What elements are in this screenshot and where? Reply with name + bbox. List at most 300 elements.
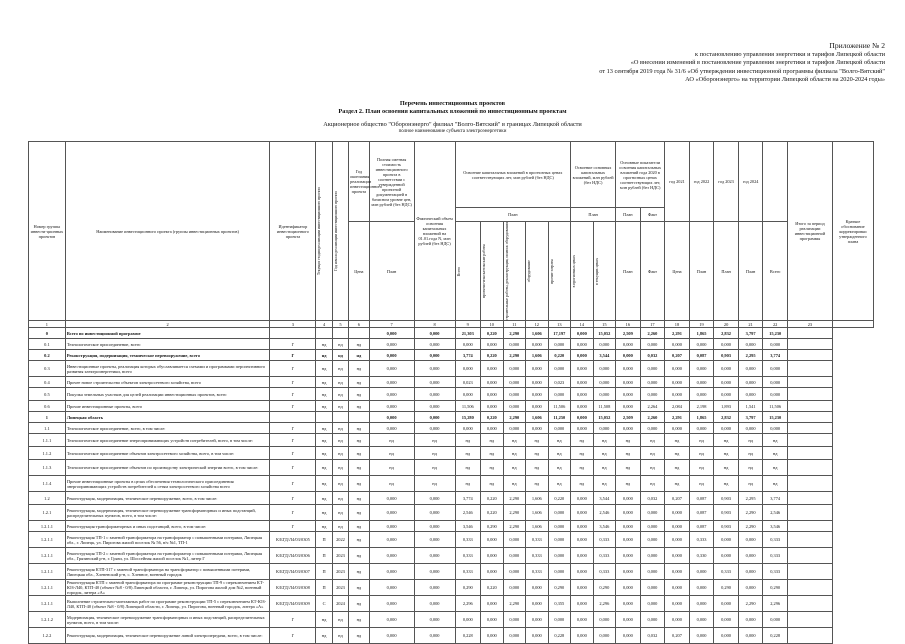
row-value: 0,000 bbox=[526, 339, 549, 350]
subhead-plan-e: План bbox=[616, 222, 641, 321]
row-value: 2,296 bbox=[455, 596, 481, 612]
row-value: нд bbox=[455, 476, 481, 492]
row-estimated-cost: 0,000 bbox=[369, 377, 414, 388]
row-value: 0,220 bbox=[481, 412, 504, 423]
row-value: 0,333 bbox=[763, 548, 788, 564]
row-value: нд bbox=[414, 460, 455, 476]
row-value: 3,544 bbox=[593, 492, 616, 505]
row-value: 0,000 bbox=[616, 628, 641, 644]
row-value: нд bbox=[571, 447, 594, 460]
row-name: Прочее новое строительство объектов электросетевого хозяйства, всего bbox=[65, 377, 270, 388]
row-value: 0,000 bbox=[593, 339, 616, 350]
row-value: нд bbox=[640, 476, 665, 492]
row-value: 0,000 bbox=[571, 612, 594, 628]
row-value: нд bbox=[714, 447, 739, 460]
row-stage: нд bbox=[316, 521, 332, 532]
column-number: 10 bbox=[481, 321, 504, 328]
row-value: нд bbox=[548, 460, 571, 476]
investment-plan-table bbox=[28, 141, 874, 644]
row-value: 0,333 bbox=[526, 532, 549, 548]
row-value: 0,333 bbox=[763, 532, 788, 548]
row-value: 0,220 bbox=[481, 350, 504, 361]
row-value: нд bbox=[665, 476, 690, 492]
appendix-line: от 13 сентября 2019 года № 31/6 «Об утверждении инвестиционной программы филиала "Волго-Вятский" bbox=[599, 67, 885, 75]
row-value: 0,000 bbox=[481, 628, 504, 644]
row-value: 0,000 bbox=[481, 423, 504, 434]
row-start-year: нд bbox=[332, 361, 348, 377]
organization-caption: полное наименование субъекта электроэнергетики bbox=[398, 129, 507, 134]
row-value: нд bbox=[526, 476, 549, 492]
row-estimated-cost: 0,000 bbox=[369, 612, 414, 628]
row-value: 0,000 bbox=[763, 377, 788, 388]
row-value: нд bbox=[640, 434, 665, 447]
table-row bbox=[29, 388, 874, 401]
row-justification bbox=[787, 447, 832, 460]
row-value: нд bbox=[763, 476, 788, 492]
row-value: 0,000 bbox=[503, 377, 526, 388]
row-value: 3,774 bbox=[763, 492, 788, 505]
row-value: 0,000 bbox=[714, 339, 739, 350]
row-code: 1.1.2 bbox=[29, 447, 66, 460]
row-justification bbox=[787, 460, 832, 476]
row-value: нд bbox=[548, 447, 571, 460]
row-value: 2,291 bbox=[665, 412, 690, 423]
table-row bbox=[29, 423, 874, 434]
column-number: 12 bbox=[526, 321, 549, 328]
row-value: нд bbox=[738, 460, 763, 476]
column-number: 7 bbox=[369, 321, 414, 328]
row-value: нд bbox=[593, 476, 616, 492]
row-code: 1.2.1.1 bbox=[29, 596, 66, 612]
row-stage: нд bbox=[316, 339, 332, 350]
row-identifier: Г bbox=[270, 505, 316, 521]
row-value: 3,774 bbox=[763, 350, 788, 361]
row-value: 0,000 bbox=[414, 412, 455, 423]
row-name: Реконструкция, модернизация, техническое перевооружение трансформаторных и иных подстанций, распределительных пунктов, всего, в том числе: bbox=[65, 505, 270, 521]
row-stage: С bbox=[316, 596, 332, 612]
row-value: 3,797 bbox=[738, 328, 763, 339]
row-end-year: нд bbox=[349, 377, 369, 388]
row-value: 0,903 bbox=[714, 505, 739, 521]
row-justification bbox=[787, 532, 832, 548]
row-value: нд bbox=[616, 476, 641, 492]
row-value: 0,000 bbox=[414, 612, 455, 628]
row-value: 0,000 bbox=[548, 505, 571, 521]
row-end-year: нд bbox=[349, 460, 369, 476]
row-value: 1,541 bbox=[738, 401, 763, 412]
row-value: нд bbox=[616, 447, 641, 460]
row-value: 0,000 bbox=[414, 388, 455, 401]
row-code: 1.1 bbox=[29, 423, 66, 434]
table-row bbox=[29, 447, 874, 460]
row-estimated-cost: 0,000 bbox=[369, 521, 414, 532]
row-end-year: нд bbox=[349, 505, 369, 521]
row-value: 0,000 bbox=[616, 564, 641, 580]
row-start-year: нд bbox=[332, 628, 348, 644]
appendix-line: «О внесении изменений в постановление управления энергетики и тарифов Липецкой области bbox=[630, 59, 885, 67]
column-number: 5 bbox=[332, 321, 348, 328]
column-number: 4 bbox=[316, 321, 332, 328]
row-value: 0,000 bbox=[548, 521, 571, 532]
row-value: 0,207 bbox=[665, 628, 690, 644]
row-value: 0,290 bbox=[593, 580, 616, 596]
row-start-year: нд bbox=[332, 447, 348, 460]
row-stage: нд bbox=[316, 492, 332, 505]
col-main-indicators: Основные показатели освоения капитальных вложений года 2020 в прогнозных ценах соответствующих лет, млн рублей (без НДС) bbox=[616, 142, 665, 208]
row-value: 21,303 bbox=[455, 328, 481, 339]
table-row bbox=[29, 492, 874, 505]
row-end-year: нд bbox=[349, 628, 369, 644]
row-value: 0,023 bbox=[455, 377, 481, 388]
row-value: 0,000 bbox=[665, 580, 690, 596]
row-value: 0,333 bbox=[526, 548, 549, 564]
column-number: 9 bbox=[455, 321, 481, 328]
row-stage: нд bbox=[316, 388, 332, 401]
row-value: 0,000 bbox=[548, 532, 571, 548]
appendix-line: к постановлению управления энергетики и тарифов Липецкой области bbox=[695, 50, 885, 58]
row-justification bbox=[787, 612, 832, 628]
row-value: 1,893 bbox=[714, 401, 739, 412]
table-body bbox=[29, 328, 874, 644]
row-end-year: нд bbox=[349, 492, 369, 505]
row-value: 0,000 bbox=[481, 532, 504, 548]
row-value: 0,000 bbox=[593, 628, 616, 644]
row-value: 0,290 bbox=[548, 580, 571, 596]
row-value: нд bbox=[714, 460, 739, 476]
row-code: 1.2.2 bbox=[29, 628, 66, 644]
row-value: 0,000 bbox=[526, 612, 549, 628]
row-estimated-cost: 0,000 bbox=[369, 388, 414, 401]
row-code: 1.2 bbox=[29, 492, 66, 505]
row-value: 0,000 bbox=[714, 377, 739, 388]
row-value: 0,000 bbox=[571, 361, 594, 377]
row-value: 0,000 bbox=[481, 377, 504, 388]
row-value: 0,000 bbox=[571, 580, 594, 596]
subhead-price: Цена bbox=[349, 222, 369, 321]
row-value: 1,865 bbox=[689, 328, 714, 339]
row-name: Реконструкция КТП-317 с заменой трансформатора на трансформатор с повышенными потерями, Липецкая обл., Хлевенский р-н, с. Хлевное, военный городок bbox=[65, 564, 270, 580]
col-year-2023: год 2023 bbox=[714, 142, 739, 222]
row-value: нд bbox=[763, 447, 788, 460]
table-row bbox=[29, 328, 874, 339]
row-value: 0,333 bbox=[763, 564, 788, 580]
row-value: 2,260 bbox=[640, 412, 665, 423]
row-value: нд bbox=[689, 434, 714, 447]
row-value: 0,087 bbox=[689, 505, 714, 521]
row-justification bbox=[787, 521, 832, 532]
row-value: нд bbox=[503, 434, 526, 447]
row-value: 0,000 bbox=[526, 361, 549, 377]
column-number: 1 bbox=[29, 321, 66, 328]
row-name: Липецкая область bbox=[65, 412, 270, 423]
row-justification bbox=[787, 580, 832, 596]
row-value: 0,000 bbox=[571, 423, 594, 434]
row-value: 0,000 bbox=[571, 505, 594, 521]
row-code: 0.6 bbox=[29, 401, 66, 412]
subhead-fact: Факт bbox=[640, 208, 665, 222]
row-value: нд bbox=[665, 434, 690, 447]
row-value: 0,000 bbox=[503, 423, 526, 434]
col-project-name: Наименование инвестиционного проекта (группы инвестиционных проектов) bbox=[65, 142, 270, 321]
row-start-year: нд bbox=[332, 434, 348, 447]
row-estimated-cost: нд bbox=[369, 447, 414, 460]
row-value: 2,832 bbox=[714, 412, 739, 423]
row-start-year: нд bbox=[332, 612, 348, 628]
row-value: 0,000 bbox=[481, 596, 504, 612]
row-value: 0,000 bbox=[455, 388, 481, 401]
row-value: 0,000 bbox=[738, 339, 763, 350]
row-value: 0,000 bbox=[503, 564, 526, 580]
row-value: 0,000 bbox=[640, 580, 665, 596]
subhead-vertical: в прогнозных ценах bbox=[571, 222, 594, 321]
row-stage: П bbox=[316, 564, 332, 580]
row-value: 0,000 bbox=[689, 628, 714, 644]
subhead-plan-b: План bbox=[571, 208, 616, 222]
row-start-year: 2023 bbox=[332, 548, 348, 564]
row-value: 1,606 bbox=[526, 328, 549, 339]
col-justification: Краткое обоснование корректировки утвержденного плана bbox=[832, 142, 873, 321]
row-value: 0,000 bbox=[503, 612, 526, 628]
row-value: нд bbox=[763, 434, 788, 447]
row-value: нд bbox=[548, 476, 571, 492]
row-value: 0,000 bbox=[640, 423, 665, 434]
row-value: 0,903 bbox=[714, 521, 739, 532]
row-value: 0,000 bbox=[665, 361, 690, 377]
row-value: 0,000 bbox=[763, 361, 788, 377]
row-estimated-cost: нд bbox=[369, 434, 414, 447]
row-value: нд bbox=[455, 460, 481, 476]
col-estimated-cost: Полная сметная стоимость инвестиционного проекта в соответствии с утвержденной проектной документацией в базисном уровне цен, млн рублей (без НДС) bbox=[369, 142, 414, 222]
row-value: 0,000 bbox=[571, 532, 594, 548]
row-value: 0,000 bbox=[414, 339, 455, 350]
row-value: 0,000 bbox=[593, 361, 616, 377]
row-value: 0,000 bbox=[414, 350, 455, 361]
table-row bbox=[29, 339, 874, 350]
row-value: 2,290 bbox=[503, 521, 526, 532]
row-identifier: К/БГД/Л4/03/0309 bbox=[270, 596, 316, 612]
row-end-year: нд bbox=[349, 339, 369, 350]
row-value: 0,000 bbox=[571, 628, 594, 644]
row-name: Инвестиционные проекты, реализация которых обуславливается схемами и программами перспективного развития электроэнергетики, всего bbox=[65, 361, 270, 377]
row-code: 0.2 bbox=[29, 350, 66, 361]
row-value: 0,000 bbox=[455, 339, 481, 350]
row-value: 15,230 bbox=[763, 412, 788, 423]
row-stage: П bbox=[316, 532, 332, 548]
row-value: 0,000 bbox=[481, 612, 504, 628]
row-value: нд bbox=[689, 447, 714, 460]
row-value: нд bbox=[414, 434, 455, 447]
row-value: 0,207 bbox=[665, 492, 690, 505]
row-value: 2,290 bbox=[503, 350, 526, 361]
row-value: 11,250 bbox=[548, 412, 571, 423]
subhead-vertical: строительные работы, реконструкция, монтаж оборудования bbox=[503, 222, 526, 321]
subhead-vertical: в текущих ценах bbox=[593, 222, 616, 321]
col-stage: Текущая стадия реализации инвестиционного проекта bbox=[316, 142, 332, 321]
row-value: 2,290 bbox=[503, 412, 526, 423]
row-value: 0,000 bbox=[640, 388, 665, 401]
row-identifier: Г bbox=[270, 377, 316, 388]
subhead-plan-d: План bbox=[369, 222, 414, 321]
row-identifier bbox=[270, 328, 316, 339]
row-value: 0,000 bbox=[738, 548, 763, 564]
row-estimated-cost: 0,000 bbox=[369, 548, 414, 564]
subhead-vertical: оборудование bbox=[526, 222, 549, 321]
row-estimated-cost: 0,000 bbox=[369, 401, 414, 412]
row-justification bbox=[787, 492, 832, 505]
row-value: 0,000 bbox=[481, 361, 504, 377]
row-value: 0,000 bbox=[414, 580, 455, 596]
row-start-year: 2024 bbox=[332, 596, 348, 612]
row-name: Реконструкция, модернизация, техническое перевооружение, всего, в том числе: bbox=[65, 492, 270, 505]
row-start-year bbox=[332, 328, 348, 339]
row-name: Всего по инвестиционной программе bbox=[65, 328, 270, 339]
row-value: 0,000 bbox=[714, 596, 739, 612]
row-justification bbox=[787, 564, 832, 580]
row-stage: нд bbox=[316, 628, 332, 644]
row-value: 0,000 bbox=[414, 377, 455, 388]
row-value: 0,000 bbox=[738, 377, 763, 388]
row-stage: нд bbox=[316, 350, 332, 361]
row-value: нд bbox=[593, 447, 616, 460]
row-identifier: Г bbox=[270, 401, 316, 412]
row-value: нд bbox=[689, 476, 714, 492]
column-number: 19 bbox=[689, 321, 714, 328]
row-value: 0,000 bbox=[503, 580, 526, 596]
column-number: 15 bbox=[593, 321, 616, 328]
row-value: 0,000 bbox=[414, 596, 455, 612]
col-start-year: Год начала реализации инвестиционного проекта bbox=[332, 142, 348, 321]
subhead-fact-b: Факт bbox=[640, 222, 665, 321]
row-identifier: Г bbox=[270, 492, 316, 505]
subhead-vertical: прочие затраты bbox=[548, 222, 571, 321]
row-value: 0,000 bbox=[526, 388, 549, 401]
row-stage: нд bbox=[316, 612, 332, 628]
row-estimated-cost: 0,000 bbox=[369, 580, 414, 596]
row-stage: П bbox=[316, 580, 332, 596]
row-value: 0,000 bbox=[571, 350, 594, 361]
row-value: 0,220 bbox=[481, 328, 504, 339]
row-value: 3,546 bbox=[593, 521, 616, 532]
row-end-year: нд bbox=[349, 447, 369, 460]
row-value: 0,000 bbox=[616, 596, 641, 612]
row-identifier: Г bbox=[270, 434, 316, 447]
row-code: 1.2.1 bbox=[29, 505, 66, 521]
row-name: Реконструкция ТП-2 с заменой трансформатора на трансформатор с повышенными потерями, Липецкая обл., Грязинский р-н, г. Грязи, ул. Шоссейная жилой поселок №1, литер Г bbox=[65, 548, 270, 564]
row-justification bbox=[787, 412, 832, 423]
row-value: 0,000 bbox=[481, 548, 504, 564]
col-project-id: Идентификатор инвестиционного проекта bbox=[270, 142, 316, 321]
row-value: 0,000 bbox=[689, 361, 714, 377]
row-identifier: К/БГД/Л4/03/0306 bbox=[270, 548, 316, 564]
row-justification bbox=[787, 328, 832, 339]
row-value: 17,197 bbox=[548, 328, 571, 339]
row-value: 3,774 bbox=[455, 350, 481, 361]
row-value: 0,000 bbox=[640, 596, 665, 612]
row-value: 0,000 bbox=[640, 339, 665, 350]
row-stage: нд bbox=[316, 476, 332, 492]
row-estimated-cost: 0,000 bbox=[369, 412, 414, 423]
row-identifier: Г bbox=[270, 350, 316, 361]
row-identifier: Г bbox=[270, 339, 316, 350]
row-start-year: нд bbox=[332, 505, 348, 521]
subhead-plan: План bbox=[455, 208, 571, 222]
row-name: Технологическое присоединение, всего, в том числе: bbox=[65, 423, 270, 434]
row-value: 0,000 bbox=[593, 612, 616, 628]
row-value: 1,606 bbox=[526, 492, 549, 505]
row-name: Модернизация, техническое перевооружение трансформаторных и иных подстанций, распределительных пунктов, всего, в том числе: bbox=[65, 612, 270, 628]
table-row bbox=[29, 401, 874, 412]
row-stage: П bbox=[316, 548, 332, 564]
row-start-year: нд bbox=[332, 521, 348, 532]
row-value: 2,546 bbox=[593, 505, 616, 521]
row-value: 0,000 bbox=[414, 328, 455, 339]
row-value: нд bbox=[738, 447, 763, 460]
row-value: 0,000 bbox=[738, 388, 763, 401]
row-end-year: нд bbox=[349, 350, 369, 361]
row-value: 2,290 bbox=[503, 492, 526, 505]
row-value: 0,000 bbox=[689, 596, 714, 612]
row-value: 0,000 bbox=[548, 423, 571, 434]
row-stage: нд bbox=[316, 434, 332, 447]
col-end-year: Год окончания реализации инвестиционного проекта bbox=[349, 142, 369, 222]
row-start-year: 2022 bbox=[332, 532, 348, 548]
row-value: нд bbox=[503, 476, 526, 492]
column-number: 11 bbox=[503, 321, 526, 328]
row-stage: нд bbox=[316, 401, 332, 412]
row-value: 3,546 bbox=[763, 521, 788, 532]
row-value: 0,220 bbox=[548, 492, 571, 505]
row-value: 0,000 bbox=[665, 388, 690, 401]
row-value: 0,333 bbox=[526, 564, 549, 580]
row-value: 0,000 bbox=[689, 423, 714, 434]
row-stage: нд bbox=[316, 447, 332, 460]
row-value: 0,000 bbox=[763, 388, 788, 401]
table-row bbox=[29, 505, 874, 521]
column-number: 20 bbox=[714, 321, 739, 328]
row-estimated-cost: 0,000 bbox=[369, 423, 414, 434]
row-justification bbox=[787, 628, 832, 644]
row-end-year bbox=[349, 328, 369, 339]
row-value: 0,000 bbox=[738, 423, 763, 434]
row-value: 0,000 bbox=[665, 377, 690, 388]
row-value: нд bbox=[548, 434, 571, 447]
row-value: 0,000 bbox=[763, 423, 788, 434]
row-value: 0,220 bbox=[481, 505, 504, 521]
row-value: 0,000 bbox=[414, 532, 455, 548]
row-value: нд bbox=[593, 460, 616, 476]
row-name: Прочие инвестиционные проекты, всего bbox=[65, 401, 270, 412]
row-value: 0,000 bbox=[616, 580, 641, 596]
row-value: 0,000 bbox=[414, 628, 455, 644]
row-value: 0,220 bbox=[481, 492, 504, 505]
row-end-year: нд bbox=[349, 532, 369, 548]
row-value: 0,220 bbox=[548, 350, 571, 361]
row-value: 0,000 bbox=[503, 548, 526, 564]
row-justification bbox=[787, 377, 832, 388]
row-code: 1.2.1.2 bbox=[29, 612, 66, 628]
row-estimated-cost: нд bbox=[369, 476, 414, 492]
row-value: 0,000 bbox=[593, 388, 616, 401]
row-code: 1.2.1.1 bbox=[29, 521, 66, 532]
row-value: 0,000 bbox=[571, 339, 594, 350]
row-value: 2,296 bbox=[593, 596, 616, 612]
row-value: 0,000 bbox=[640, 521, 665, 532]
row-value: 2,296 bbox=[763, 596, 788, 612]
row-end-year: нд bbox=[349, 612, 369, 628]
row-value: 0,228 bbox=[763, 628, 788, 644]
row-value: 0,000 bbox=[414, 505, 455, 521]
row-value: 0,228 bbox=[548, 628, 571, 644]
